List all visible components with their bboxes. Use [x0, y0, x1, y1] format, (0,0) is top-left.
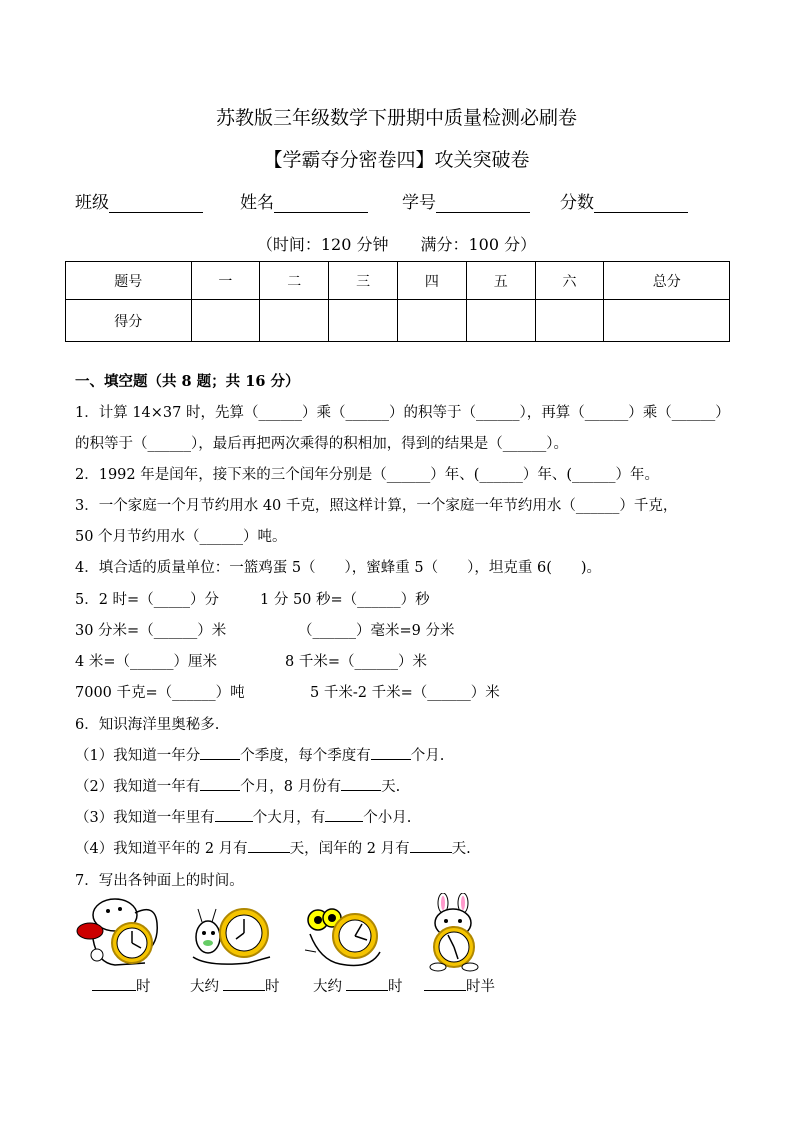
student-id-blank	[436, 194, 530, 213]
q5-item: 7000 千克=（______）吨	[75, 685, 245, 701]
student-id-label: 学号	[402, 193, 436, 213]
score-field	[560, 188, 688, 213]
answer-blank[interactable]	[325, 807, 363, 822]
class-blank	[109, 194, 203, 213]
question-line: 7．写出各钟面上的时间。	[75, 873, 244, 889]
table-row	[66, 262, 730, 300]
table-row	[66, 300, 730, 342]
page-title: 苏教版三年级数学下册期中质量检测必刷卷	[215, 107, 577, 129]
question-line: 4．填合适的质量单位：一篮鸡蛋 5（ ），蜜蜂重 5（ ），坦克重 6( )。	[75, 560, 602, 576]
score-cell[interactable]	[397, 300, 466, 342]
question-line: 1．计算 14×37 时，先算（______）乘（______）的积等于（______），再算（______）乘（______）	[75, 405, 730, 421]
q7-answer	[190, 975, 280, 996]
score-cell[interactable]	[604, 300, 730, 342]
score-cell[interactable]	[191, 300, 260, 342]
q6-item	[75, 744, 444, 765]
question-line: 3．一个家庭一个月节约用水 40 千克，照这样计算，一个家庭一年节约用水（______）千克，	[75, 498, 678, 514]
table-header-cell: 四	[397, 262, 466, 300]
score-cell[interactable]	[329, 300, 398, 342]
student-id-field	[402, 188, 530, 213]
q7-answer	[92, 975, 151, 996]
q6-text: 个月.	[410, 748, 445, 764]
q5-item: 5 千米-2 千米=（______）米	[310, 685, 500, 701]
answer-suffix: 时	[136, 979, 151, 995]
question-line: 2．1992 年是闰年，接下来的三个闰年分别是（______）年、(______）年、(______）年。	[75, 467, 660, 483]
q5-item: 5．2 时=（_____）分	[75, 592, 219, 608]
answer-suffix: 时	[265, 979, 280, 995]
name-field	[240, 188, 368, 213]
name-blank	[274, 194, 368, 213]
question-line: 50 个月节约用水（______）吨。	[75, 529, 287, 545]
answer-prefix: 大约	[190, 979, 219, 995]
question-line: 的积等于（______），最后再把两次乘得的积相加，得到的结果是（______）。	[75, 436, 568, 452]
q6-item	[75, 775, 400, 796]
q5-item: （______）毫米=9 分米	[298, 623, 455, 639]
q6-text: （1）我知道一年分	[75, 748, 201, 764]
table-header-cell: 三	[329, 262, 398, 300]
q6-text: （4）我知道平年的 2 月有	[75, 841, 248, 857]
q5-item: 30 分米=（______）米	[75, 623, 227, 639]
answer-suffix: 时	[388, 979, 403, 995]
answer-blank[interactable]	[92, 976, 136, 991]
score-cell[interactable]	[535, 300, 604, 342]
q7-answer	[424, 975, 495, 996]
q6-item	[75, 806, 411, 827]
table-header-cell: 二	[260, 262, 329, 300]
snail-clock-icon	[188, 897, 278, 972]
score-cell[interactable]	[260, 300, 329, 342]
dog-clock-icon	[75, 893, 165, 973]
q6-text: （2）我知道一年有	[75, 779, 201, 795]
question-line: 6．知识海洋里奥秘多.	[75, 717, 220, 733]
table-header-cell: 总分	[604, 262, 730, 300]
table-row-label: 得分	[66, 300, 192, 342]
rabbit-clock-icon	[418, 893, 488, 973]
answer-prefix: 大约	[313, 979, 342, 995]
frog-clock-icon	[300, 900, 385, 975]
q6-text: 个大月，有	[252, 810, 326, 826]
q6-text: 个小月.	[363, 810, 412, 826]
q6-text: 天.	[451, 841, 471, 857]
q6-text: 个月，8 月份有	[240, 779, 342, 795]
time-info: （时间：120 分钟 满分：100 分）	[256, 235, 537, 254]
answer-blank[interactable]	[346, 976, 388, 991]
table-header-cell: 六	[535, 262, 604, 300]
q7-answer	[313, 975, 403, 996]
name-label: 姓名	[240, 193, 274, 213]
section-heading: 一、填空题（共 8 题；共 16 分）	[75, 373, 300, 390]
q6-text: 天，闰年的 2 月有	[289, 841, 410, 857]
score-table	[65, 261, 730, 342]
answer-blank[interactable]	[424, 976, 466, 991]
score-label: 分数	[560, 193, 594, 213]
answer-blank[interactable]	[200, 776, 240, 791]
q6-text: （3）我知道一年里有	[75, 810, 215, 826]
answer-blank[interactable]	[223, 976, 265, 991]
q5-item: 4 米=（______）厘米	[75, 654, 217, 670]
table-header-cell: 五	[466, 262, 535, 300]
page-subtitle: 【学霸夺分密卷四】攻关突破卷	[263, 149, 530, 171]
answer-blank[interactable]	[371, 745, 411, 760]
q5-item: 1 分 50 秒=（______）秒	[260, 592, 430, 608]
score-blank	[594, 194, 688, 213]
answer-blank[interactable]	[341, 776, 381, 791]
table-header-cell: 题号	[66, 262, 192, 300]
q6-text: 个季度，每个季度有	[240, 748, 371, 764]
answer-blank[interactable]	[410, 838, 452, 853]
answer-blank[interactable]	[200, 745, 240, 760]
answer-blank[interactable]	[248, 838, 290, 853]
score-cell[interactable]	[466, 300, 535, 342]
answer-suffix: 时半	[466, 979, 495, 995]
table-header-cell: 一	[191, 262, 260, 300]
q5-item: 8 千米=（______）米	[285, 654, 427, 670]
q6-text: 天.	[381, 779, 401, 795]
answer-blank[interactable]	[215, 807, 253, 822]
q6-item	[75, 837, 471, 858]
class-field	[75, 188, 203, 213]
class-label: 班级	[75, 193, 109, 213]
